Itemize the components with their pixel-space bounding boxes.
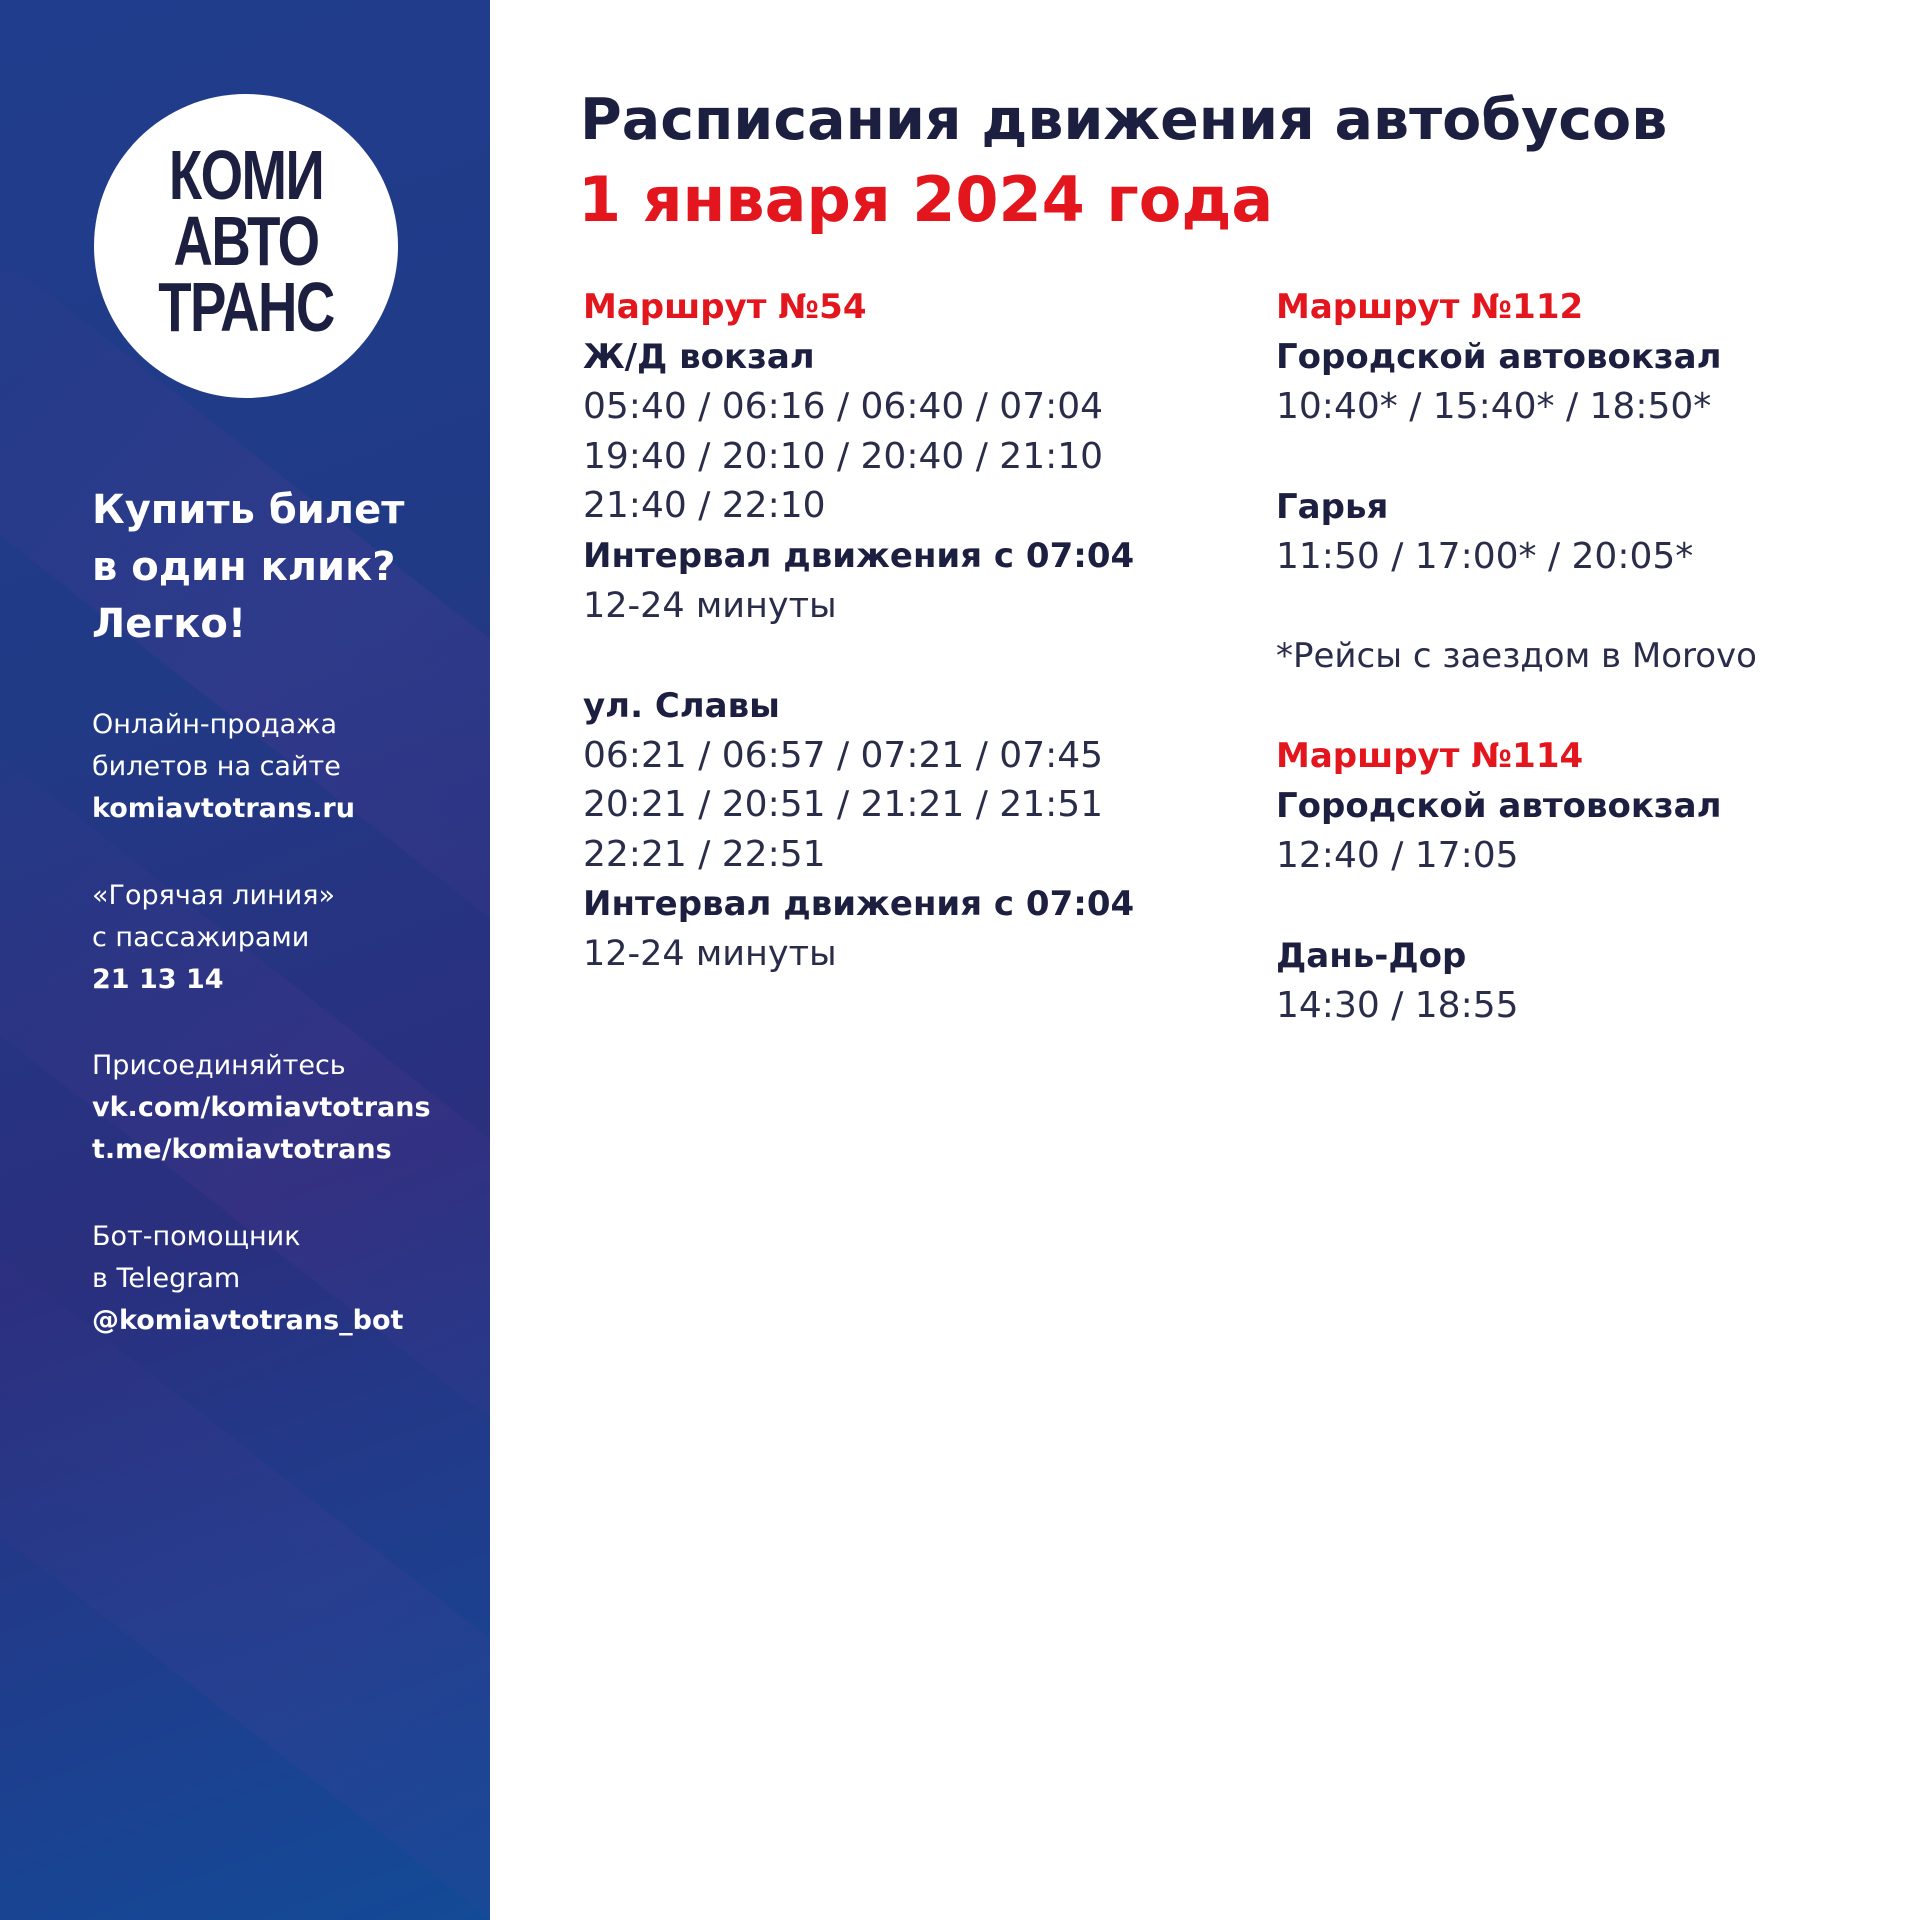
stop-name: Гарья	[1276, 486, 1389, 527]
spacer	[1276, 581, 1916, 631]
hotline-line: «Горячая линия»	[92, 880, 335, 911]
stop-name: Городской автовокзал	[1276, 337, 1722, 377]
time-line: 21:40 / 22:10	[583, 485, 826, 526]
page-date: 1 января 2024 года	[578, 163, 1274, 236]
bot-handle-link[interactable]: @komiavtotrans_bot	[92, 1305, 404, 1336]
social-block	[92, 1045, 482, 1171]
time-line: 06:21 / 06:57 / 07:21 / 07:45	[583, 734, 1104, 776]
logo	[94, 94, 398, 398]
bot-block	[92, 1216, 482, 1342]
spacer	[1276, 681, 1916, 731]
hotline-phone[interactable]: 21 13 14	[92, 964, 224, 995]
online-sales-block	[92, 704, 482, 830]
interval-value: 12-24 минуты	[583, 585, 837, 626]
time-line: 11:50 / 17:00* / 20:05*	[1276, 535, 1694, 577]
route-title: Маршрут №114	[1276, 736, 1584, 776]
time-line: 10:40* / 15:40* / 18:50*	[1276, 386, 1712, 427]
bot-line: в Telegram	[92, 1263, 241, 1294]
promo-line: Купить билет	[92, 487, 405, 533]
promo-line: Легко!	[92, 601, 247, 647]
logo-text	[127, 136, 364, 346]
logo-line: КОМИ	[168, 136, 324, 214]
online-sales-line: билетов на сайте	[92, 751, 341, 782]
social-heading: Присоединяйтесь	[92, 1050, 346, 1081]
time-line: 12:40 / 17:05	[1276, 835, 1519, 876]
time-line: 19:40 / 20:10 / 20:40 / 21:10	[583, 435, 1104, 477]
spacer	[1276, 432, 1916, 482]
route-54-column	[583, 282, 1223, 979]
promo-line: в один клик?	[92, 544, 396, 590]
stop-name: Дань-Дор	[1276, 935, 1467, 976]
interval-label: Интервал движения с 07:04	[583, 884, 1135, 924]
stop-name: ул. Славы	[583, 685, 780, 726]
stop-name: Городской автовокзал	[1276, 786, 1722, 826]
route-112-114-column	[1276, 282, 1916, 1030]
time-line: 20:21 / 20:51 / 21:21 / 21:51	[583, 784, 1104, 825]
time-line: 05:40 / 06:16 / 06:40 / 07:04	[583, 386, 1104, 427]
time-line: 14:30 / 18:55	[1276, 984, 1519, 1026]
route-title: Маршрут №112	[1276, 287, 1584, 327]
interval-label: Интервал движения с 07:04	[583, 535, 1135, 576]
footnote: *Рейсы с заездом в Morovo	[1276, 636, 1757, 676]
telegram-link[interactable]: t.me/komiavtotrans	[92, 1134, 392, 1165]
stop-name: Ж/Д вокзал	[583, 337, 815, 377]
vk-link[interactable]: vk.com/komiavtotrans	[92, 1092, 431, 1123]
promo-text	[92, 482, 462, 653]
hotline-block	[92, 875, 482, 1001]
website-link[interactable]: komiavtotrans.ru	[92, 793, 355, 824]
logo-line: АВТО	[173, 202, 319, 280]
time-line: 22:21 / 22:51	[583, 833, 826, 875]
spacer	[1276, 881, 1916, 931]
logo-line: ТРАНС	[158, 268, 334, 346]
interval-value: 12-24 минуты	[583, 934, 837, 974]
hotline-line: с пассажирами	[92, 922, 310, 953]
route-title: Маршрут №54	[583, 287, 867, 327]
page-title: Расписания движения автобусов	[580, 87, 1668, 153]
online-sales-line: Онлайн-продажа	[92, 709, 338, 740]
spacer	[583, 631, 1223, 681]
sidebar	[0, 0, 490, 1920]
bot-line: Бот-помощник	[92, 1221, 301, 1252]
